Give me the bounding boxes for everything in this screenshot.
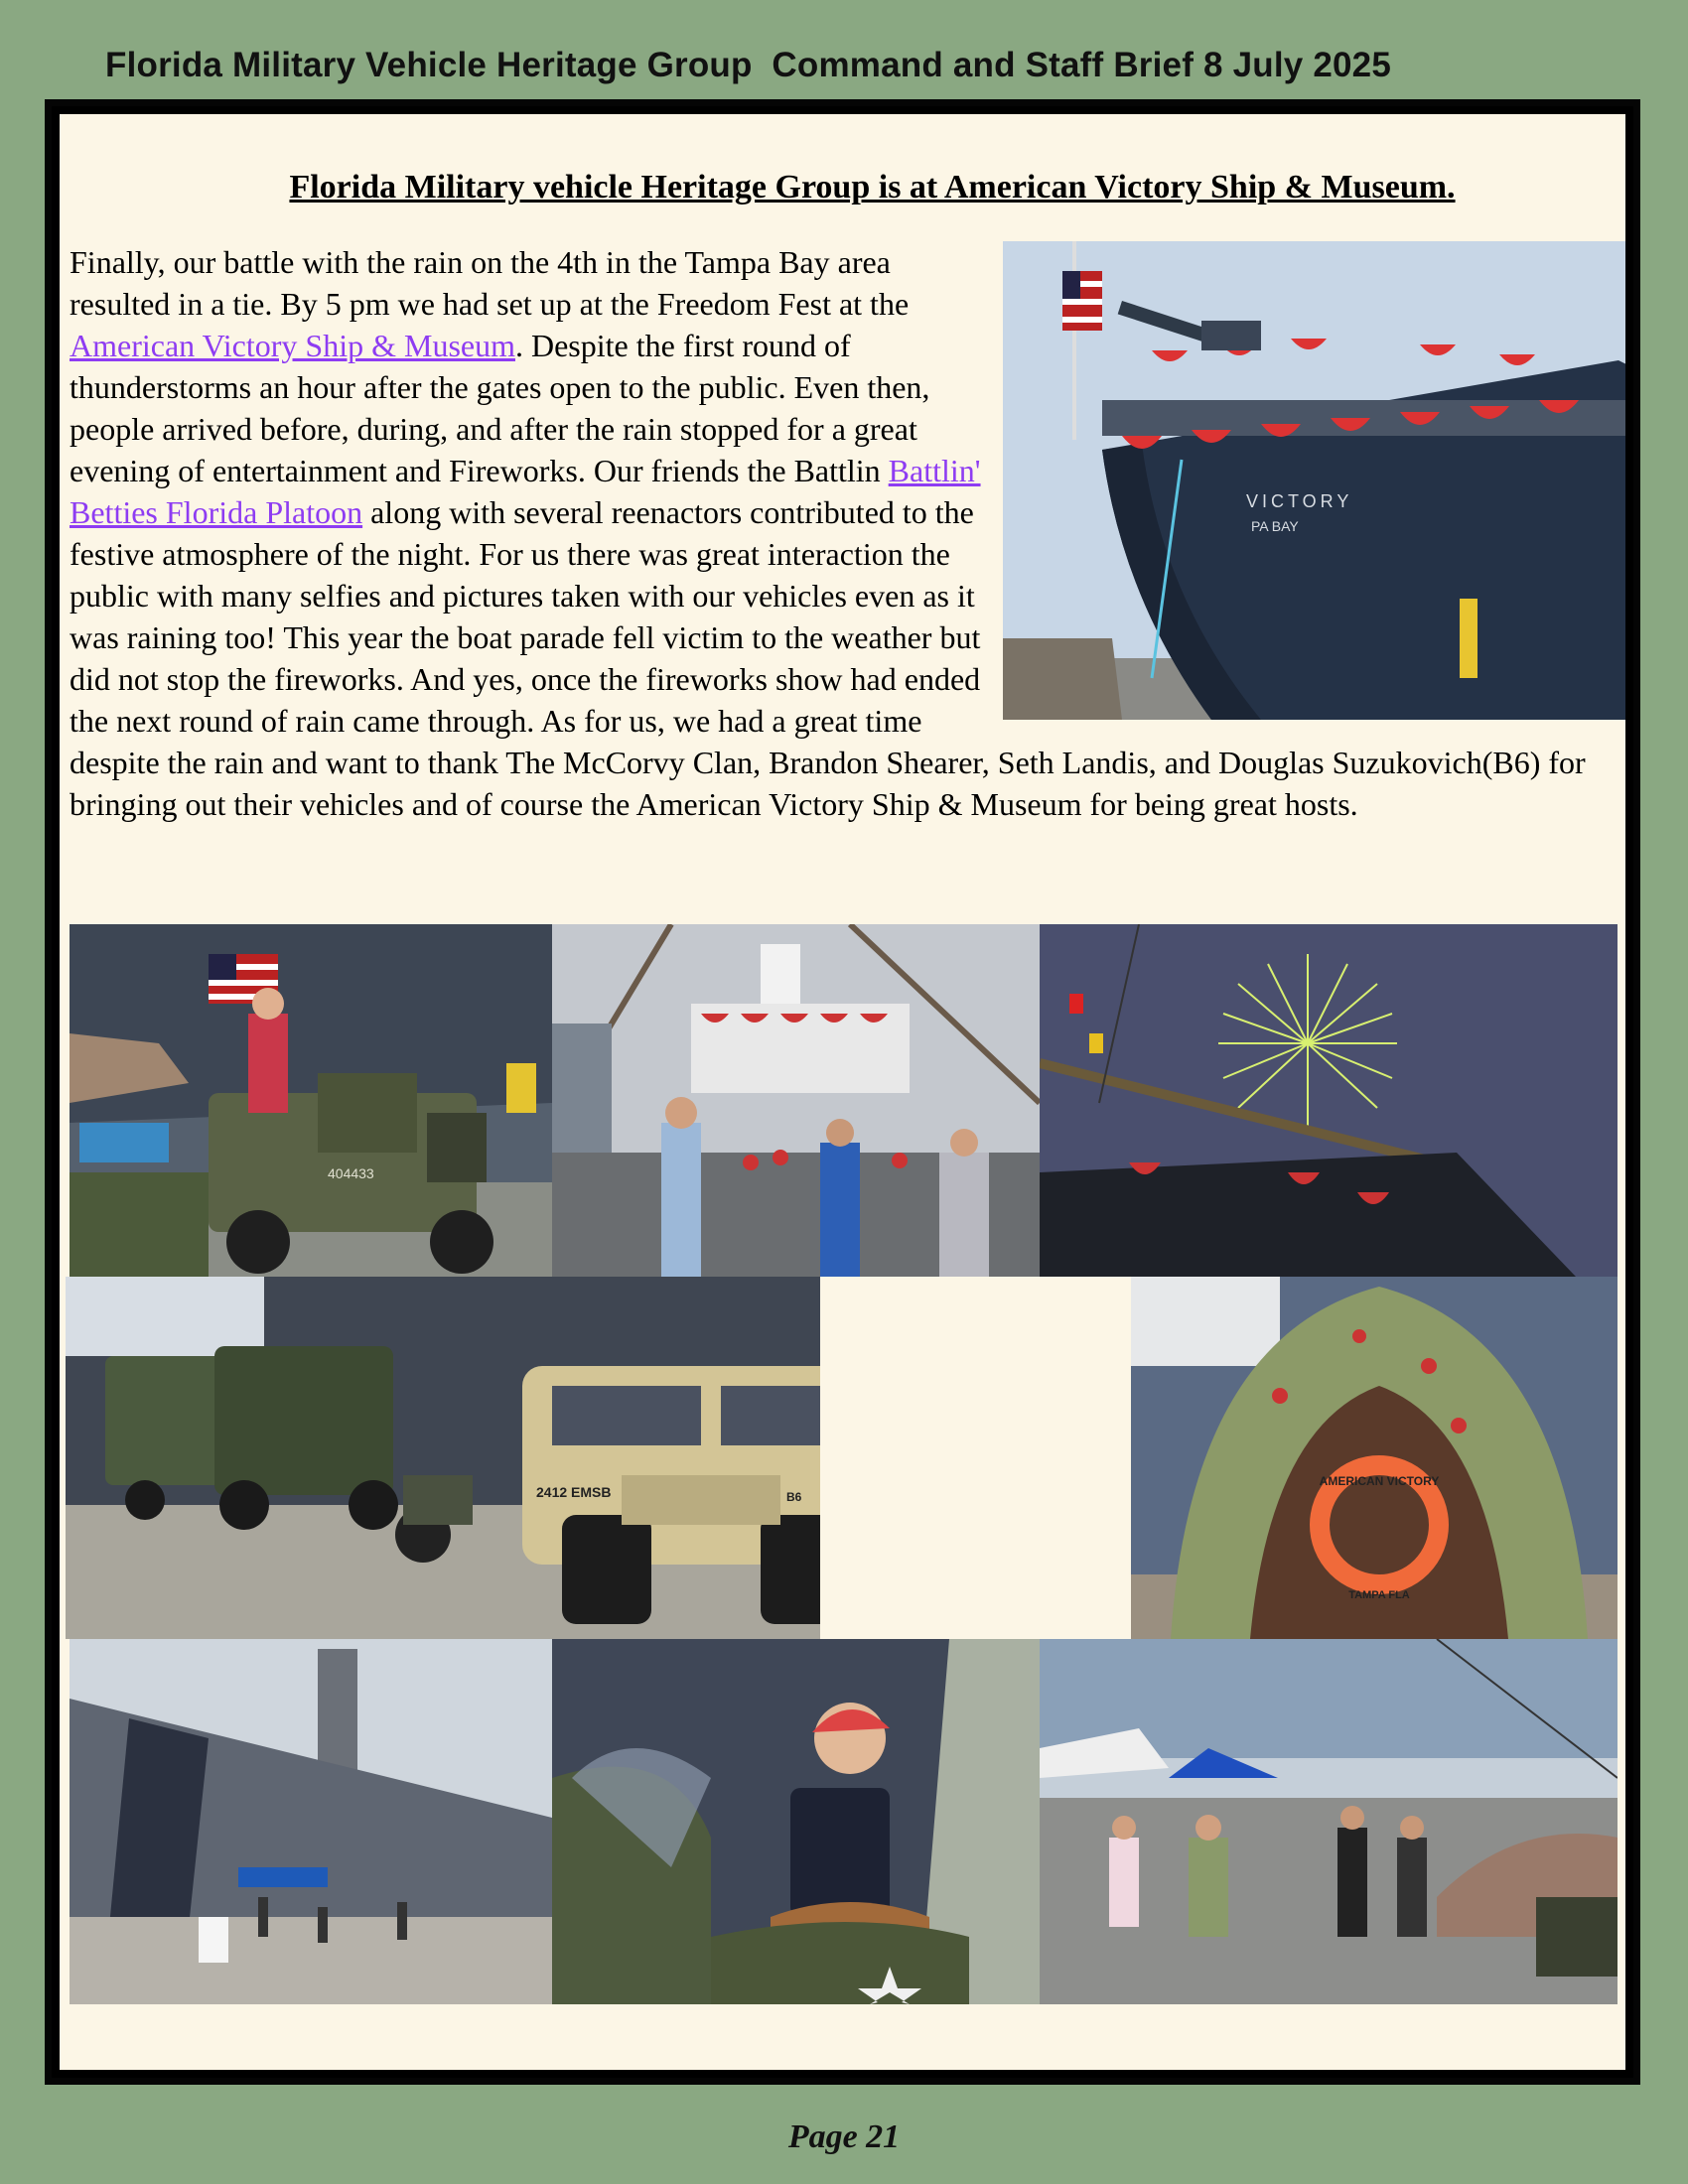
page-header-title: Florida Military Vehicle Heritage Group Command and Staff Brief 8 July 2025 <box>105 46 1391 84</box>
photo-vehicles-lineup <box>66 1277 820 1639</box>
stern-text-2: PA BAY <box>1251 518 1299 534</box>
photo-ship-side-pier <box>70 1639 552 2004</box>
content-panel <box>60 114 1625 2070</box>
life-ring-text: AMERICAN VICTORY <box>1319 1474 1440 1488</box>
page-number: Page 21 <box>787 2118 901 2155</box>
humvee-b6: B6 <box>786 1490 802 1504</box>
photo-ship-deck-crowd <box>552 924 1040 1277</box>
photo-fireworks <box>1040 924 1618 1277</box>
content-frame <box>45 99 1640 2085</box>
humvee-number: 2412 EMSB <box>536 1484 612 1500</box>
article-text-3: along with several reenactors contributed to the festive atmosphere of the night. For us there was great interaction the public with many selfies and pictures taken with our vehicles even as it was raining too! This year the boat parade fell victim to the weather but did not stop the fireworks. And yes, once the fireworks show had ended the next round of rain came through. As for us, we had a great time despite the rain and want to thank The McCorvy Clan, Brandon Shearer, Seth Landis, and Douglas Suzukovich(B6) for bringing out their vehicles and of course the American Victory Ship & Museum for being great hosts. <box>70 494 1586 822</box>
american-victory-link[interactable]: American Victory Ship & Museum <box>70 328 515 363</box>
battlin-betties-link[interactable]: Battlin' Betties Florida Platoon <box>70 453 981 530</box>
article-text-2: . Despite the first round of thunderstorms an hour after the gates open to the public. Even then, people arrived before, during, and after the rain stopped for a great evening of entertainment and Fireworks. Our friends the Battlin <box>70 328 930 488</box>
article-headline: Florida Military vehicle Heritage Group is at American Victory Ship & Museum. <box>289 169 1456 205</box>
photo-ship-stern <box>1003 241 1625 720</box>
stern-text-1: VICTORY <box>1246 491 1353 511</box>
life-ring-bottom: TAMPA FLA <box>1348 1589 1410 1601</box>
article-body <box>70 241 1625 825</box>
photo-pier-visitors <box>1040 1639 1618 2004</box>
jeep-number: 404433 <box>328 1165 374 1181</box>
photo-child-on-motorcycle <box>552 1639 1040 2004</box>
article-text-1: Finally, our battle with the rain on the 4th in the Tampa Bay area resulted in a tie. By 5 pm we had set up at the Freedom Fest at the <box>70 244 910 322</box>
photo-camo-netting-display <box>1131 1277 1618 1639</box>
photo-jeep-with-reenactor <box>70 924 552 1277</box>
